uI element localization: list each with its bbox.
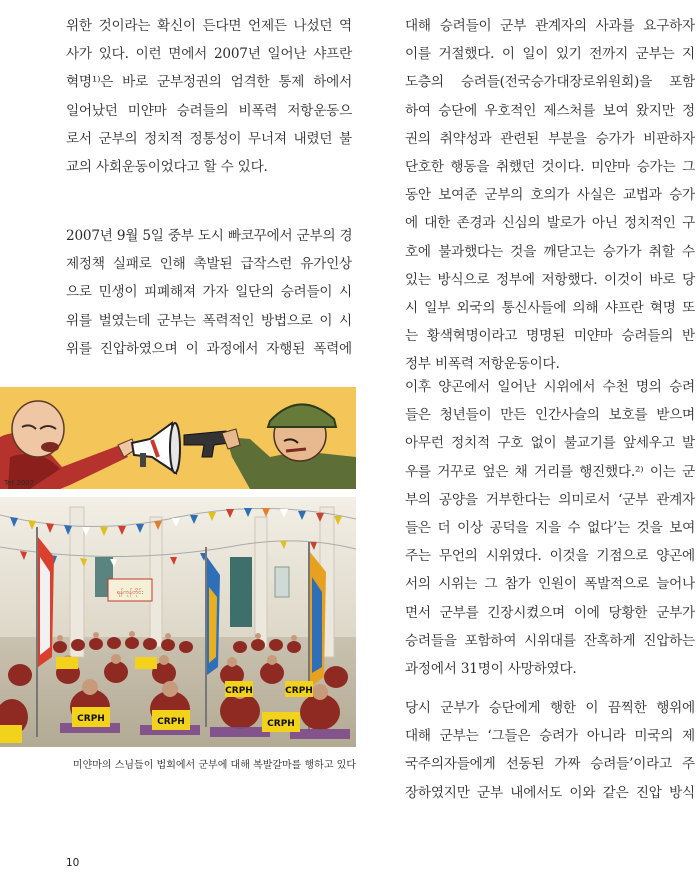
- cartoon-illustration: [0, 387, 356, 489]
- text-line: 과정에서 31명이 사망하였다.: [405, 661, 577, 678]
- paragraph-3: [405, 12, 695, 379]
- text-line: 도층의 승려들(전국승가대장로위원회)을 포함: [405, 74, 695, 91]
- text-line: 부의 공양을 거부한다는 의미로서 ‘군부 관계자: [405, 491, 695, 508]
- text-line: 면서 군부를 긴장시켰으며 이에 당황한 군부가: [405, 604, 695, 621]
- text-line: 대해 군부는 ‘그들은 승려가 아니라 미국의 제: [405, 728, 695, 745]
- crph-sign: CRPH: [267, 719, 295, 729]
- text-line: 정부 비폭력 저항운동이다.: [405, 356, 560, 373]
- text-line: 사가 있다. 이런 면에서 2007년 일어난 샤프란: [66, 46, 352, 63]
- paragraph-4: [405, 373, 695, 683]
- text-line: 당시 군부가 승단에게 행한 이 끔찍한 행위에: [405, 700, 695, 716]
- text-line: 으로 민생이 피폐해져 가자 일단의 승려들이 시: [66, 284, 352, 301]
- cartoon-drawing: [0, 387, 356, 489]
- text-line: 2007년 9월 5일 중부 도시 빠코꾸에서 군부의 경: [66, 228, 353, 244]
- text-line: 로서 군부의 정치적 정통성이 무너져 내렸던 불: [66, 130, 352, 147]
- paragraph-2: [66, 222, 352, 363]
- text-line: 이후 양곤에서 일어난 시위에서 수천 명의 승려: [405, 379, 695, 395]
- paragraph-1: [66, 12, 352, 181]
- text-line: 는 황색혁명이라고 명명된 미얀마 승려들의 반: [405, 328, 695, 345]
- text-line: 주는 무언의 시위였다. 이것을 기점으로 양곤에: [405, 548, 695, 565]
- text-line: 있는 방식으로 정부에 저항했다. 이것이 바로 당: [405, 271, 695, 288]
- text-line: 아무런 정치적 구호 없이 불교기를 앞세우고 발: [405, 435, 695, 452]
- text-line: 승려들을 포함하여 시위대를 잔혹하게 진압하는: [405, 632, 695, 649]
- photo-drawing: [0, 497, 356, 747]
- text-line: 장하였지만 군부 내에서도 이와 같은 진압 방식: [405, 784, 695, 801]
- text-line: 호에 불과했다는 것을 깨닫고는 승가가 취할 수: [405, 243, 695, 260]
- crph-sign: CRPH: [77, 714, 105, 724]
- text-line: 위를 진압하였으며 이 과정에서 자행된 폭력에: [66, 340, 352, 357]
- figure-caption: 미얀마의 스님들이 법회에서 군부에 대해 복발갈마를 행하고 있다: [72, 760, 356, 771]
- photo-monks-assembly: [0, 497, 356, 747]
- crph-sign: CRPH: [157, 717, 185, 727]
- text-line: 서의 시위는 그 참가 인원이 폭발적으로 늘어나: [405, 576, 695, 593]
- cartoon-signature: Tet 2007: [4, 479, 35, 487]
- crph-sign: CRPH: [285, 686, 313, 696]
- crph-sign: CRPH: [225, 686, 253, 696]
- text-line: 일어났던 미얀마 승려들의 비폭력 저항운동으: [66, 102, 352, 119]
- text-line: 동안 보여준 군부의 호의가 사실은 교법과 승가: [405, 187, 695, 204]
- text-line: 우를 거꾸로 엎은 채 거리를 행진했다.²⁾ 이는 군: [405, 463, 695, 480]
- text-line: 국주의자들에게 선동된 가짜 승려들’이라고 주: [405, 756, 695, 773]
- text-line: 권의 취약성과 관련된 부분을 승가가 비판하자: [405, 130, 695, 147]
- text-line: 이를 거절했다. 이 일이 있기 전까지 군부는 지: [405, 46, 695, 63]
- text-line: 단호한 행동을 취했던 것이다. 미얀마 승가는 그: [405, 159, 695, 176]
- text-line: 혁명¹⁾은 바로 군부정권의 엄격한 통제 하에서: [66, 74, 352, 91]
- page-number: 10: [66, 857, 80, 869]
- banner-text: ရန်ကုန်တိုင်း: [116, 589, 144, 596]
- text-line: 위를 벌였는데 군부는 폭력적인 방법으로 이 시: [66, 312, 352, 329]
- text-line: 들은 더 이상 공덕을 지을 수 없다’는 것을 보여: [405, 520, 695, 537]
- paragraph-5: [405, 694, 695, 807]
- text-line: 하여 승단에 우호적인 제스처를 보여 왔지만 정: [405, 102, 695, 119]
- text-line: 들은 청년들이 만든 인간사슬의 보호를 받으며: [405, 407, 695, 424]
- text-line: 위한 것이라는 확신이 든다면 언제든 나섰던 역: [66, 18, 352, 34]
- text-line: 교의 사회운동이었다고 할 수 있다.: [66, 159, 268, 176]
- text-line: 에 대한 존경과 신심의 발로가 아닌 정치적인 구: [405, 215, 695, 232]
- text-line: 대해 승려들이 군부 관계자의 사과를 요구하자: [405, 18, 695, 34]
- text-line: 시 일부 외국의 통신사들에 의해 샤프란 혁명 또: [405, 300, 695, 317]
- text-line: 제정책 실패로 인해 촉발된 급작스런 유가인상: [66, 256, 352, 273]
